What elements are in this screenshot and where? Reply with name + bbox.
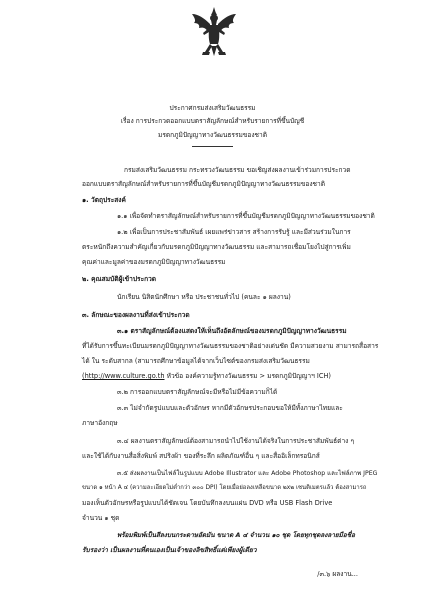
section-1-heading: ๑. วัตถุประสงค์ [82,196,126,204]
section-3-item-1-cont2: ได้ ใน ระดับสากล (สามารถศึกษาข้อมูลได้จากเว็บไซต์ของกรมส่งเสริมวัฒนธรรม [82,357,310,365]
section-3-item-5: ๓.๕ ส่งผลงานเป็นไฟล์ในรูปแบบ Adobe Illustrator และ Adobe Photoshop และไฟล์ภาพ JPEG [117,470,378,477]
garuda-emblem-icon [190,6,238,58]
section-1-item-2-cont2: คุณค่าและมูลค่าของมรดกภูมิปัญญาทางวัฒนธรรม [82,258,226,266]
section-3-item-1-cont: ที่ได้รับการขึ้นทะเบียนมรดกภูมิปัญญาทางวัฒนธรรมของชาติอย่างเด่นชัด มีความสวยงาม สามารถสื่อสาร [82,342,379,350]
section-3-item-5-cont3: จำนวน ๑ ชุด [82,514,120,522]
section-2-text: นักเรียน นิสิตนักศึกษา หรือ ประชาชนทั่วไป (คนละ ๑ ผลงาน) [117,293,291,301]
link-context-text: หัวข้อ องค์ความรู้ทางวัฒนธรรม > มรดกภูมิปัญญาฯ ICH) [164,372,331,380]
section-1-item-1: ๑.๑ เพื่อจัดทำตราสัญลักษณ์สำหรับรายการที่ขึ้นบัญชีมรดกภูมิปัญญาทางวัฒนธรรมของชาติ [117,212,375,220]
section-1-item-2: ๑.๒ เพื่อเป็นการประชาสัมพันธ์ เผยแพร่ข่าวสาร สร้างการรับรู้ และมีส่วนร่วมในการ [117,228,351,236]
title-divider [192,146,233,147]
continuation-marker: /๓.๖ ผลงาน... [317,570,358,578]
announcement-issuer: ประกาศกรมส่งเสริมวัฒนธรรม [169,104,256,112]
submission-note: พร้อมพิมพ์เป็นสีลงบนกระดาษอัดมัน ขนาด A ๔ จำนวน ๑๐ ชุด โดยทุกชุดลงลายมือชื่อ [117,531,355,539]
announcement-subject: เรื่อง การประกวดออกแบบตราสัญลักษณ์สำหรับรายการที่ขึ้นบัญชี [120,117,305,125]
intro-line-2: ออกแบบตราสัญลักษณ์สำหรับรายการที่ขึ้นบัญชีมรดกภูมิปัญญาทางวัฒนธรรมของชาติ [82,180,325,188]
section-3-item-1-cont3 [82,372,331,381]
section-1-item-2-cont: ตระหนักถึงความสำคัญเกี่ยวกับมรดกภูมิปัญญาทางวัฒนธรรม และสามารถเชื่อมโยงไปสู่การเพิ่ม [82,243,351,251]
culture-website-link[interactable]: (http://www.culture.go.th [82,372,165,380]
section-3-heading: ๓. ลักษณะของผลงานที่ส่งเข้าประกวด [82,311,190,319]
section-3-item-1: ๓.๑ ตราสัญลักษณ์ต้องแสดงให้เห็นถึงอัตลักษณ์ของมรดกภูมิปัญญาทางวัฒนธรรม [117,327,347,335]
section-3-item-2: ๓.๒ การออกแบบตราสัญลักษณ์จะมีหรือไม่มีข้อความก็ได้ [117,388,278,396]
submission-note-cont: รับรองว่า เป็นผลงานที่ตนเองเป็นเจ้าของลิขสิทธิ์แต่เพียงผู้เดียว [82,546,257,554]
section-3-item-5-cont: ขนาด ๑ หน้า A ๔ (ความละเอียดไม่ต่ำกว่า ๓๐๐ DPI) โดยเมื่อย่อลงเหลือขนาด ๒x๒ เซนติเมตรแล้ว ต้องสามารถ [82,485,367,491]
intro-line-1: กรมส่งเสริมวัฒนธรรม กระทรวงวัฒนธรรม ขอเชิญส่งผลงานเข้าร่วมการประกวด [124,166,351,174]
section-3-item-5-cont2: มองเห็นตัวอักษรหรือรูปแบบได้ชัดเจน โดยบันทึกลงบนแผ่น DVD หรือ USB Flash Drive [82,499,333,507]
section-3-item-3: ๓.๓ ไม่จำกัดรูปแบบและตัวอักษร หากมีตัวอักษรประกอบขอให้มีทั้งภาษาไทยและ [117,404,343,412]
section-3-item-4: ๓.๔ ผลงานตราสัญลักษณ์ต้องสามารถนำไปใช้งานได้จริงในการประชาสัมพันธ์ต่าง ๆ [117,437,355,445]
section-3-item-3-cont: ภาษาอังกฤษ [82,419,118,427]
section-3-item-4-cont: และใช้ได้กับงานสื่อสิ่งพิมพ์ สปริงผ้า ของที่ระลึก ผลิตภัณฑ์อื่น ๆ และสื่ออิเล็กทรอนิกส์ [82,452,320,460]
section-2-heading: ๒. คุณสมบัติผู้เข้าประกวด [82,275,157,283]
announcement-subject-cont: มรดกภูมิปัญญาทางวัฒนธรรมของชาติ [157,131,268,139]
